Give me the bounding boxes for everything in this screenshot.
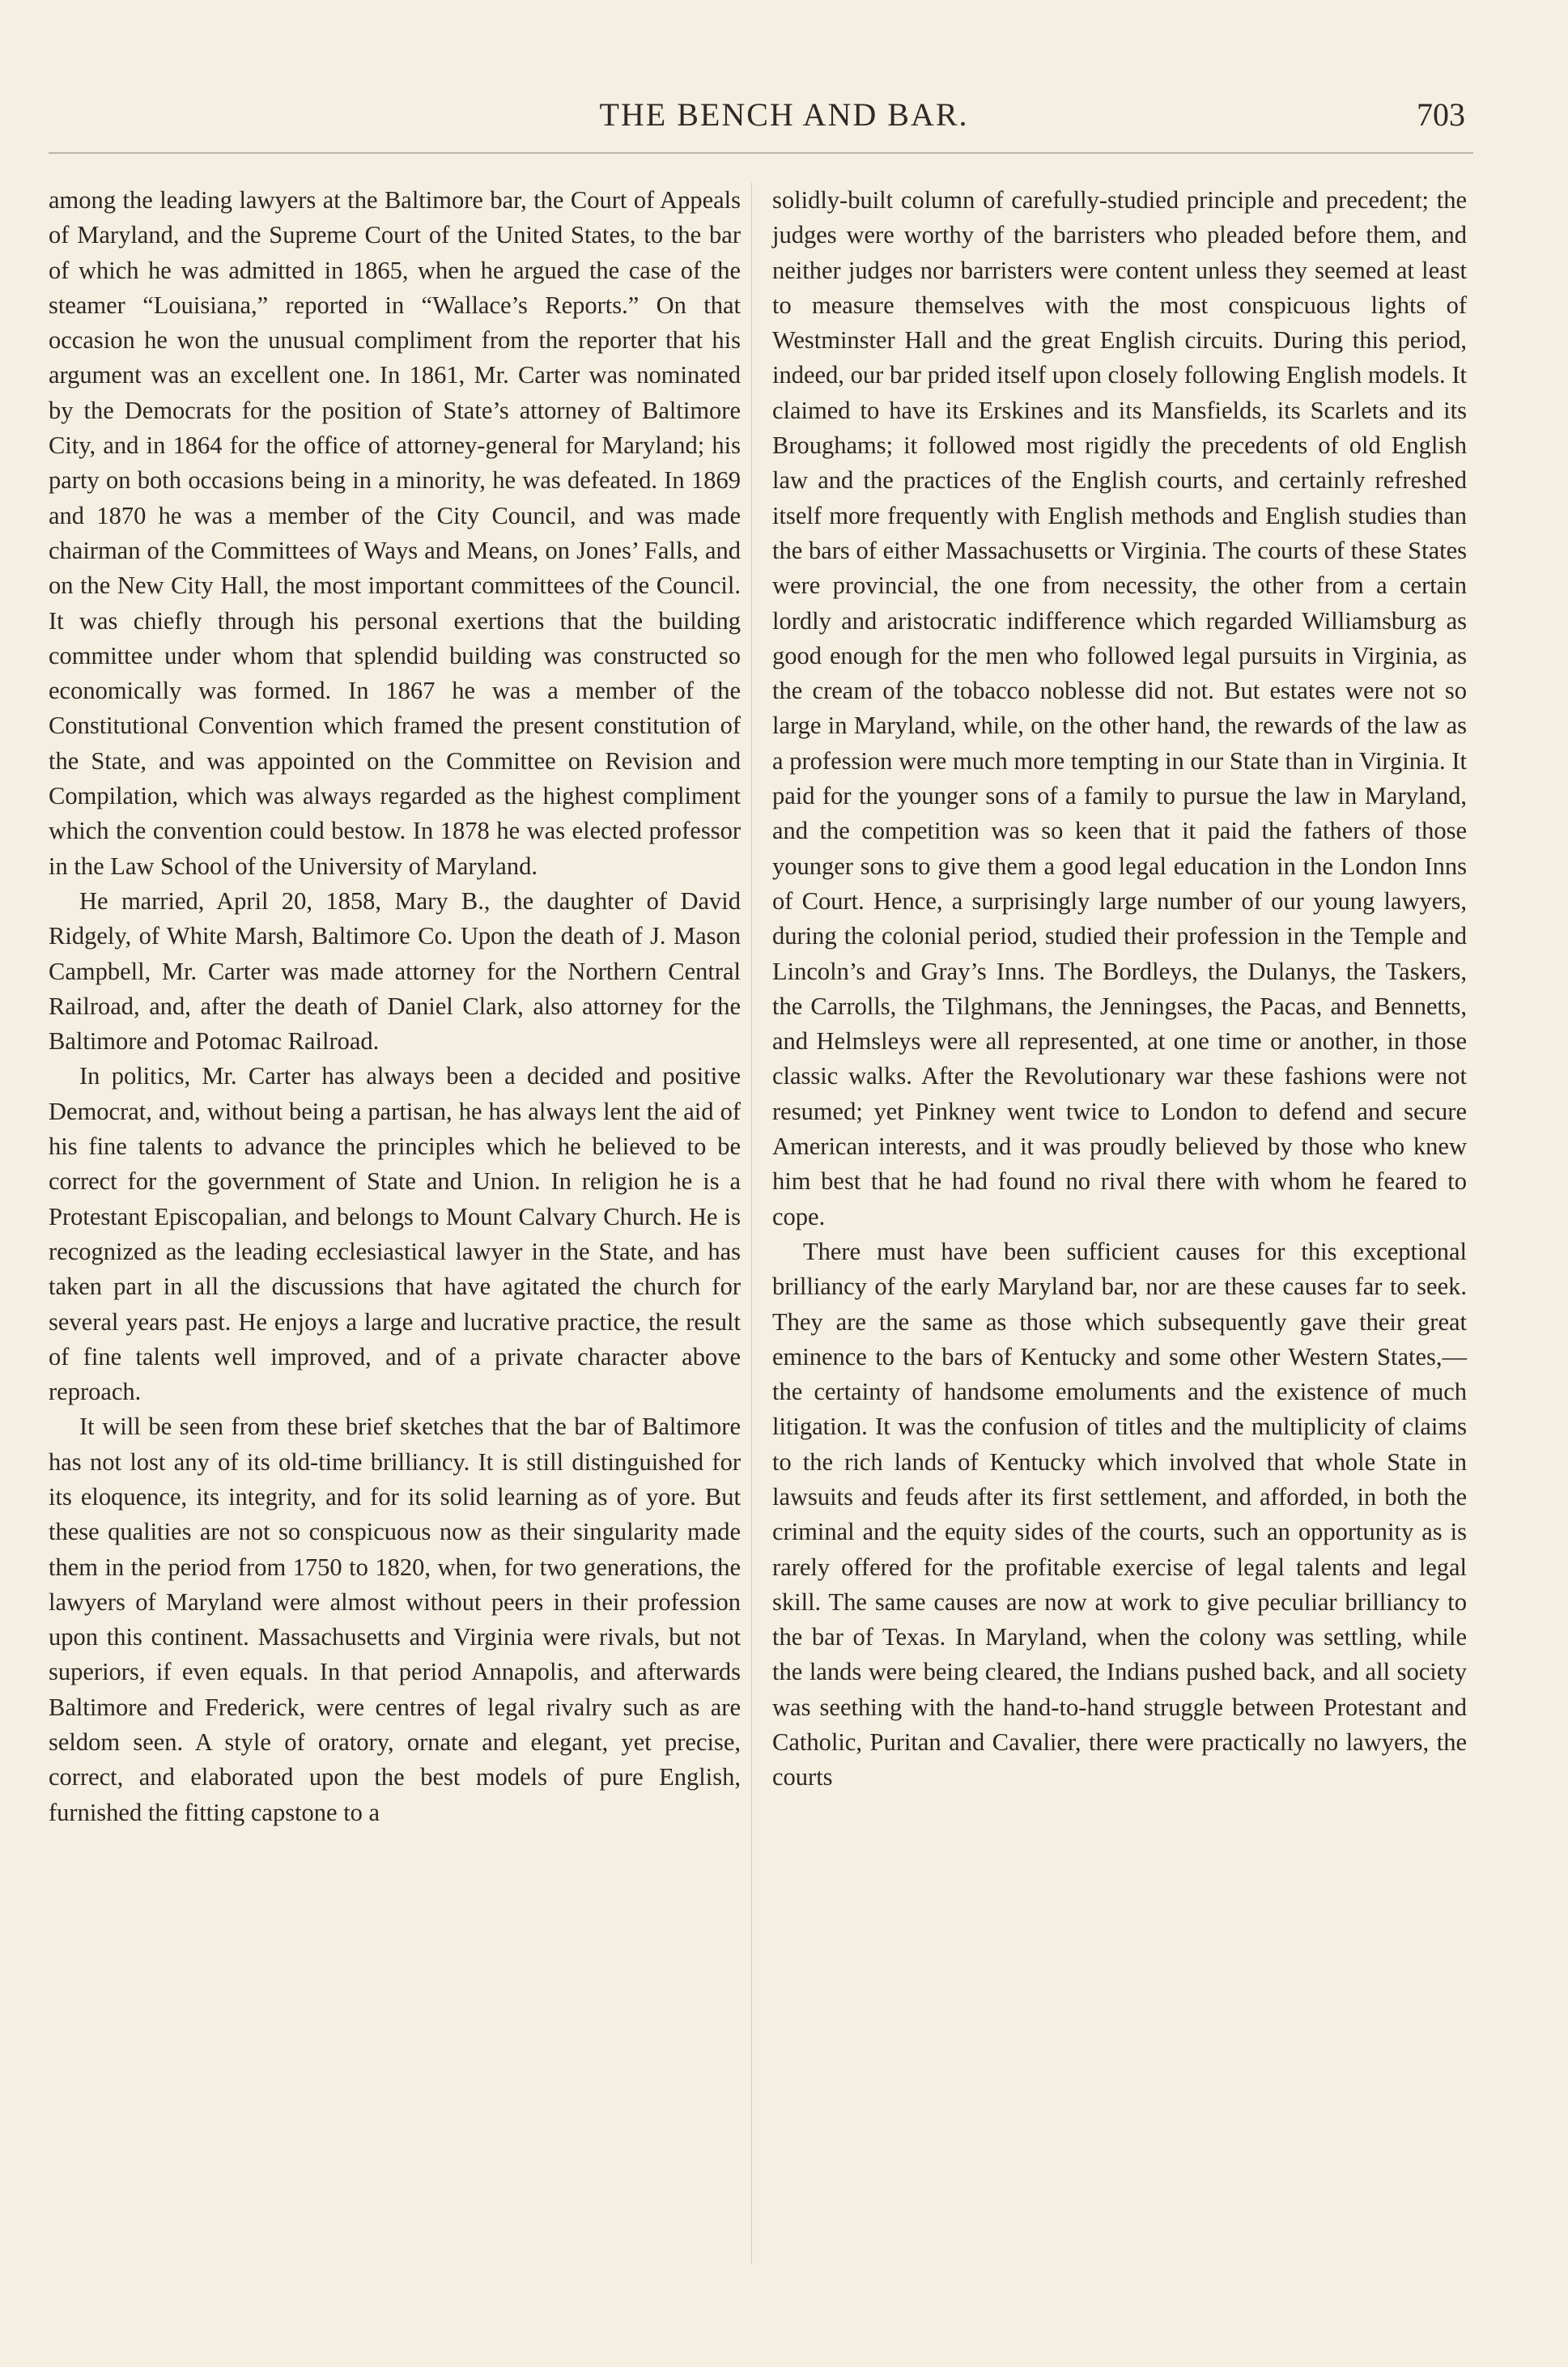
paragraph: He married, April 20, 1858, Mary B., the daughter of David Ridgely, of White Marsh, Baltimore Co. Upon the death of J. Mason Campbell, Mr. Carter was made attorney for the Northern Central Railroad, and, after the death of Daniel Clark, also attorney for the Baltimore and Potomac Railroad. [49,886,741,1056]
running-header [0,96,1568,144]
page-number: 703 [1417,96,1465,133]
running-title: THE BENCH AND BAR. [599,96,969,133]
header-rule [49,152,1473,154]
paragraph: among the leading lawyers at the Baltimore bar, the Court of Appeals of Maryland, and the Supreme Court of the United States, to the bar of which he was admitted in 1865, when he argued the case of the steamer “Louisiana,” reported in “Wallace’s Reports.” On that occasion he won the unusual compliment from the reporter that his argument was an excellent one. In 1861, Mr. Carter was nominated by the Democrats for the position of State’s attorney of Baltimore City, and in 1864 for the office of attorney-general for Maryland; his party on both occasions being in a minority, he was defeated. In 1869 and 1870 he was a member of the City Council, and was made chairman of the Committees of Ways and Means, on Jones’ Falls, and on the New City Hall, the most important committees of the Council. It was chiefly through his personal exertions that the building committee under whom that splendid building was constructed so economically was formed. In 1867 he was a member of the Constitutional Convention which framed the present constitution of the State, and was appointed on the Committee on Revision and Compilation, which was always regarded as the highest compliment which the convention could bestow. In 1878 he was elected professor in the Law School of the University of Maryland. [49,186,741,880]
right-column [772,183,1467,1795]
paragraph: solidly-built column of carefully-studied principle and precedent; the judges were worthy of the barristers who pleaded before them, and neither judges nor barristers were content unless they seemed at least to measure themselves with the most conspicuous lights of Westminster Hall and the great English circuits. During this period, indeed, our bar prided itself upon closely following English models. It claimed to have its Erskines and its Mansfields, its Scarlets and its Broughams; it followed most rigidly the precedents of old English law and the practices of the English courts, and certainly refreshed itself more frequently with English methods and English studies than the bars of either Massachusetts or Virginia. The courts of these States were provincial, the one from necessity, the other from a certain lordly and aristocratic indifference which regarded Williamsburg as good enough for the men who followed legal pursuits in Virginia, as the cream of the tobacco noblesse did not. But estates were not so large in Maryland, while, on the other hand, the rewards of the law as a profession were much more tempting in our State than in Virginia. It paid for the younger sons of a family to pursue the law in Maryland, and the competition was so keen that it paid the fathers of those younger sons to give them a good legal education in the London Inns of Court. Hence, a surprisingly large number of our young lawyers, during the colonial period, studied their profession in the Temple and Lincoln’s and Gray’s Inns. The Bordleys, the Dulanys, the Taskers, the Carrolls, the Tilghmans, the Jenningses, the Pacas, and Bennetts, and Helmsleys were all represented, at one time or another, in those classic walks. After the Revolutionary war these fashions were not resumed; yet Pinkney went twice to London to defend and secure American interests, and it was proudly believed by those who knew him best that he had found no rival there with whom he feared to cope. [772,186,1467,1230]
paragraph: It will be seen from these brief sketches that the bar of Baltimore has not lost any of its old-time brilliancy. It is still distinguished for its eloquence, its integrity, and for its solid learning as of yore. But these qualities are not so conspicuous now as their singularity made them in the period from 1750 to 1820, when, for two generations, the lawyers of Maryland were almost without peers in their profession upon this continent. Massachusetts and Virginia were rivals, but not superiors, if even equals. In that period Annapolis, and afterwards Baltimore and Frederick, were centres of legal rivalry such as are seldom seen. A style of oratory, ornate and elegant, yet precise, correct, and elaborated upon the best models of pure English, furnished the fitting capstone to a [49,1413,741,1826]
left-column [49,183,741,1830]
column-divider [751,183,752,2263]
paragraph: In politics, Mr. Carter has always been a decided and positive Democrat, and, without being a partisan, he has always lent the aid of his fine talents to advance the principles which he believed to be correct for the government of State and Union. In religion he is a Protestant Episcopalian, and belongs to Mount Calvary Church. He is recognized as the leading ecclesiastical lawyer in the State, and has taken part in all the discussions that have agitated the church for several years past. He enjoys a large and lucrative practice, the result of fine talents well improved, and of a private character above reproach. [49,1062,741,1406]
paragraph: There must have been sufficient causes for this exceptional brilliancy of the early Maryland bar, nor are these causes far to seek. They are the same as those which subsequently gave their great eminence to the bars of Kentucky and some other Western States,—the certainty of handsome emoluments and the existence of much litigation. It was the confusion of titles and the multiplicity of claims to the rich lands of Kentucky which involved that whole State in lawsuits and feuds after its first settlement, and afforded, in both the criminal and the equity sides of the courts, such an opportunity as is rarely offered for the profitable exercise of legal talents and legal skill. The same causes are now at work to give peculiar brilliancy to the bar of Texas. In Maryland, when the colony was settling, while the lands were being cleared, the Indians pushed back, and all society was seething with the hand-to-hand struggle between Protestant and Catholic, Puritan and Cavalier, there were practically no lawyers, the courts [772,1237,1467,1791]
